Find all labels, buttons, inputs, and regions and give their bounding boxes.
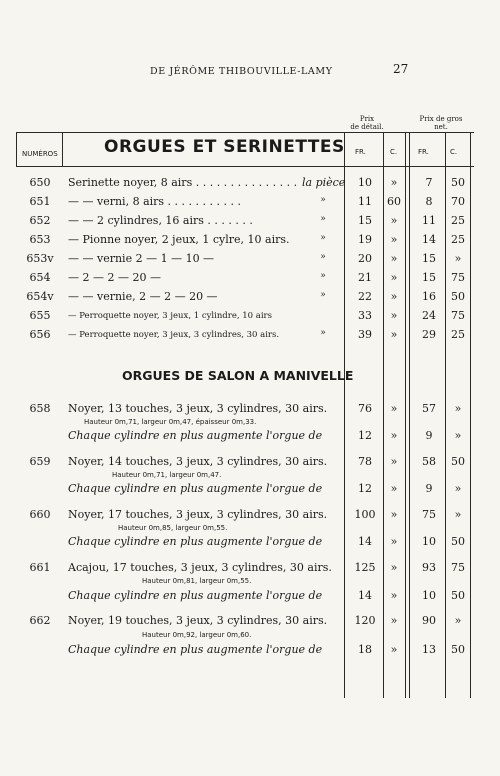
wholesale-centimes: 75 (451, 561, 465, 574)
wholesale-francs: 14 (422, 233, 436, 246)
item-number: 658 (29, 402, 51, 415)
item-description: — — 2 cylindres, 16 airs . . . . . . . (68, 214, 253, 227)
retail-centimes: » (390, 214, 398, 227)
retail-francs: 20 (358, 252, 372, 265)
item-number: 659 (29, 455, 51, 468)
retail-francs: 15 (358, 214, 372, 227)
wholesale-francs: 13 (422, 643, 436, 656)
item-number: 654v (26, 290, 54, 303)
retail-francs: 14 (358, 535, 372, 548)
wholesale-francs: 9 (425, 482, 433, 495)
ditto-mark: » (320, 214, 326, 224)
wholesale-francs: 57 (422, 402, 436, 415)
wholesale-francs: 8 (425, 195, 433, 208)
retail-francs: 39 (358, 328, 372, 341)
item-description: Acajou, 17 touches, 3 jeux, 3 cylindres, 30 airs. (68, 561, 332, 574)
wholesale-centimes: 50 (451, 455, 465, 468)
section-title-orgues-serinettes: ORGUES ET SERINETTES (104, 137, 345, 157)
retail-centimes: » (390, 455, 398, 468)
item-number: 652 (29, 214, 51, 227)
retail-francs: 33 (358, 309, 372, 322)
ditto-mark: » (320, 195, 326, 205)
retail-francs: 78 (358, 455, 372, 468)
wholesale-centimes: 25 (451, 233, 465, 246)
price-row (0, 643, 500, 661)
retail-francs: 100 (354, 508, 376, 521)
item-description: — Perroquette noyer, 3 jeux, 1 cylindre, 10 airs (68, 311, 272, 321)
item-number: 653v (26, 252, 54, 265)
extra-cylinder-note: Chaque cylindre en plus augmente l'orgue de (68, 429, 323, 442)
wholesale-francs: 16 (422, 290, 436, 303)
retail-centimes: » (390, 176, 398, 189)
wholesale-centimes: » (454, 482, 462, 495)
item-number: 651 (29, 195, 51, 208)
price-row (0, 328, 500, 346)
item-number: 655 (29, 309, 51, 322)
price-row (0, 614, 500, 632)
wholesale-price-label: Prix de gros net. (419, 115, 463, 131)
ditto-mark: » (320, 271, 326, 281)
price-row (0, 455, 500, 473)
retail-francs: 18 (358, 643, 372, 656)
wholesale-francs: 75 (422, 508, 436, 521)
dimensions-note: Hauteur 0m,85, largeur 0m,55. (118, 524, 228, 532)
retail-francs: 76 (358, 402, 372, 415)
retail-centimes: » (390, 290, 398, 303)
item-description: Noyer, 13 touches, 3 jeux, 3 cylindres, 30 airs. (68, 402, 328, 415)
retail-centimes: 60 (387, 195, 401, 208)
retail-francs: 12 (358, 482, 372, 495)
col-rule-left (16, 132, 17, 166)
ditto-mark: » (320, 252, 326, 262)
price-row (0, 195, 500, 213)
wholesale-francs: 15 (422, 252, 436, 265)
retail-centimes: » (390, 643, 398, 656)
retail-francs: 10 (358, 176, 372, 189)
item-description: — — vernie 2 — 1 — 10 — (68, 252, 215, 265)
extra-cylinder-note: Chaque cylindre en plus augmente l'orgue de (68, 482, 323, 495)
price-row (0, 589, 500, 607)
item-number: 653 (29, 233, 51, 246)
retail-francs: 120 (354, 614, 376, 627)
retail-francs: 19 (358, 233, 372, 246)
retail-francs: 12 (358, 429, 372, 442)
retail-price-label: Prix de détail. (350, 115, 384, 131)
wholesale-francs: 93 (422, 561, 436, 574)
retail-centimes: » (390, 402, 398, 415)
wholesale-centimes: 25 (451, 328, 465, 341)
retail-francs: 125 (354, 561, 376, 574)
extra-cylinder-note: Chaque cylindre en plus augmente l'orgue de (68, 535, 323, 548)
section-title-orgues-salon: ORGUES DE SALON A MANIVELLE (122, 368, 354, 383)
ditto-mark: » (320, 290, 326, 300)
wholesale-fr-header: FR. (418, 148, 429, 156)
dimensions-note: Hauteur 0m,71, largeur 0m,47, épaisseur 0m,33. (84, 418, 257, 426)
ditto-mark: » (320, 328, 326, 338)
item-number: 661 (29, 561, 51, 574)
price-row (0, 429, 500, 447)
price-row (0, 309, 500, 327)
wholesale-francs: 29 (422, 328, 436, 341)
retail-francs: 14 (358, 589, 372, 602)
wholesale-francs: 10 (422, 589, 436, 602)
retail-centimes: » (390, 252, 398, 265)
price-row (0, 233, 500, 251)
extra-cylinder-note: Chaque cylindre en plus augmente l'orgue de (68, 643, 323, 656)
retail-centimes: » (390, 589, 398, 602)
item-description: Noyer, 19 touches, 3 jeux, 3 cylindres, 30 airs. (68, 614, 328, 627)
wholesale-centimes: 50 (451, 290, 465, 303)
price-row (0, 482, 500, 500)
dimensions-note: Hauteur 0m,92, largeur 0m,60. (142, 631, 252, 639)
unit-label: la pièce (302, 176, 346, 189)
wholesale-centimes: » (454, 508, 462, 521)
dimensions-note: Hauteur 0m,71, largeur 0m,47. (112, 471, 222, 479)
item-number: 660 (29, 508, 51, 521)
page-number: 27 (393, 62, 409, 76)
wholesale-c-header: C. (450, 148, 458, 156)
price-row (0, 271, 500, 289)
retail-centimes: » (390, 429, 398, 442)
wholesale-francs: 10 (422, 535, 436, 548)
price-row (0, 176, 500, 194)
wholesale-centimes: 50 (451, 535, 465, 548)
price-row (0, 535, 500, 553)
wholesale-francs: 15 (422, 271, 436, 284)
item-number: 654 (29, 271, 51, 284)
retail-centimes: » (390, 482, 398, 495)
retail-centimes: » (390, 233, 398, 246)
price-row (0, 252, 500, 270)
wholesale-centimes: » (454, 402, 462, 415)
running-title: DE JÉRÔME THIBOUVILLE-LAMY (150, 66, 333, 77)
retail-centimes: » (390, 535, 398, 548)
item-description: — 2 — 2 — 20 — (68, 271, 161, 284)
wholesale-francs: 7 (425, 176, 433, 189)
wholesale-centimes: 50 (451, 589, 465, 602)
item-number: 656 (29, 328, 51, 341)
item-number: 650 (29, 176, 51, 189)
wholesale-centimes: 50 (451, 643, 465, 656)
wholesale-centimes: 50 (451, 176, 465, 189)
wholesale-centimes: 75 (451, 271, 465, 284)
ditto-mark: » (320, 233, 326, 243)
item-description: — — vernie, 2 — 2 — 20 — (68, 290, 218, 303)
item-description: Noyer, 17 touches, 3 jeux, 3 cylindres, 30 airs. (68, 508, 328, 521)
retail-centimes: » (390, 561, 398, 574)
item-description: — Pionne noyer, 2 jeux, 1 cylre, 10 airs. (68, 233, 290, 246)
wholesale-francs: 24 (422, 309, 436, 322)
retail-francs: 21 (358, 271, 372, 284)
retail-centimes: » (390, 309, 398, 322)
wholesale-centimes: 75 (451, 309, 465, 322)
item-description: Serinette noyer, 8 airs . . . . . . . . . . . . . . . (68, 176, 298, 189)
price-row (0, 290, 500, 308)
retail-centimes: » (390, 508, 398, 521)
retail-centimes: » (390, 328, 398, 341)
wholesale-francs: 11 (422, 214, 436, 227)
wholesale-centimes: » (454, 614, 462, 627)
retail-fr-header: FR. (355, 148, 366, 156)
price-row (0, 214, 500, 232)
price-row (0, 508, 500, 526)
wholesale-francs: 58 (422, 455, 436, 468)
item-description: Noyer, 14 touches, 3 jeux, 3 cylindres, 30 airs. (68, 455, 328, 468)
numeros-header: NUMÉROS (22, 150, 58, 158)
retail-francs: 22 (358, 290, 372, 303)
col-rule-numeros (62, 132, 63, 166)
wholesale-centimes: 25 (451, 214, 465, 227)
extra-cylinder-note: Chaque cylindre en plus augmente l'orgue de (68, 589, 323, 602)
item-description: — Perroquette noyer, 3 jeux, 3 cylindres, 30 airs. (68, 330, 280, 340)
retail-c-header: C. (390, 148, 398, 156)
wholesale-centimes: » (454, 429, 462, 442)
wholesale-francs: 90 (422, 614, 436, 627)
retail-centimes: » (390, 271, 398, 284)
dimensions-note: Hauteur 0m,81, largeur 0m,55. (142, 577, 252, 585)
wholesale-francs: 9 (425, 429, 433, 442)
item-number: 662 (29, 614, 51, 627)
retail-centimes: » (390, 614, 398, 627)
wholesale-centimes: 70 (451, 195, 465, 208)
wholesale-centimes: » (454, 252, 462, 265)
retail-francs: 11 (358, 195, 372, 208)
item-description: — — verni, 8 airs . . . . . . . . . . . (68, 195, 241, 208)
